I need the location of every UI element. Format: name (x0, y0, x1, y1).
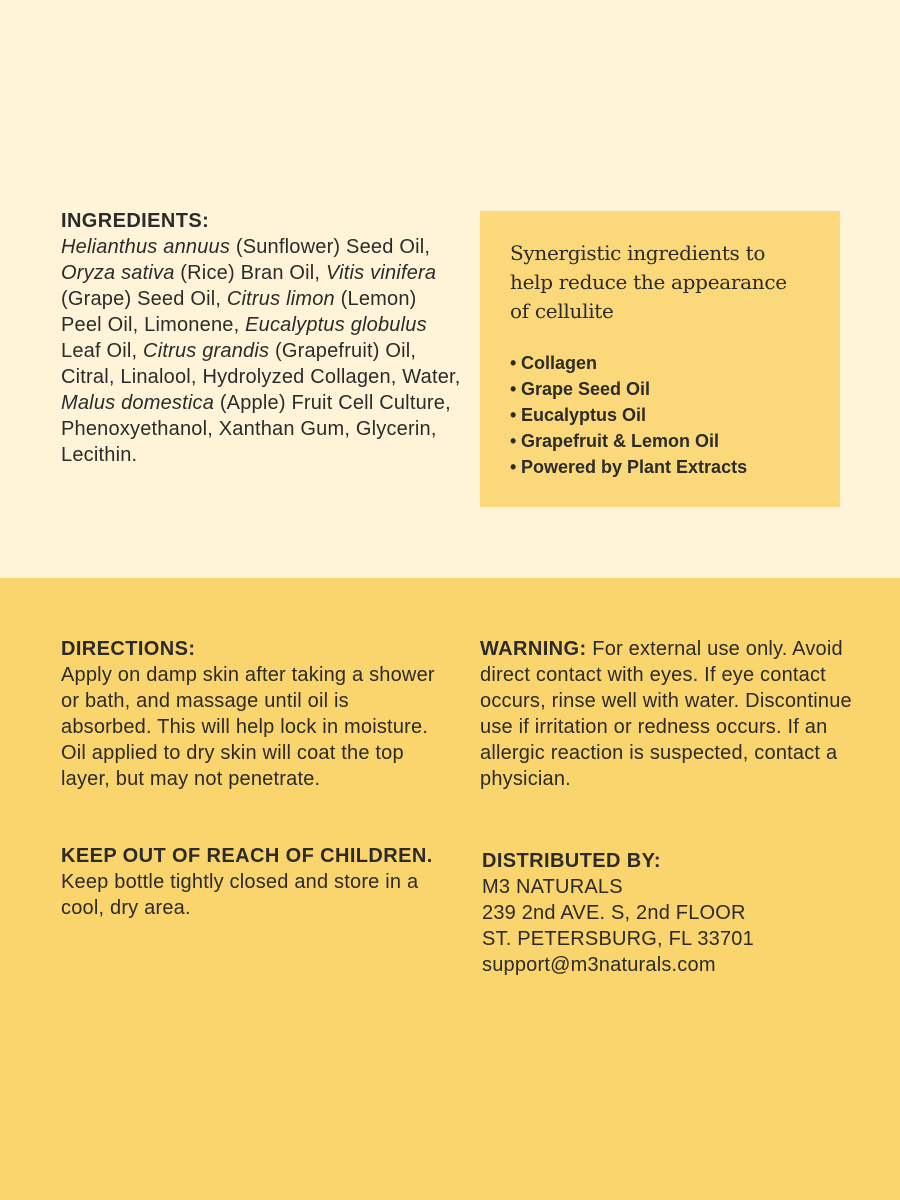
keep-out-block (61, 843, 451, 921)
warning-block (480, 636, 860, 792)
address-line-1: 239 2nd AVE. S, 2nd FLOOR (482, 902, 746, 924)
support-email: support@m3naturals.com (482, 954, 716, 976)
benefits-callout (480, 211, 840, 507)
distributed-block (482, 848, 862, 978)
bullet-icon: • (510, 405, 517, 425)
bullet-icon: • (510, 353, 517, 373)
ingredient-text: (Sunflower) Seed Oil, (230, 236, 431, 258)
ingredient-text: (Rice) Bran Oil, (174, 262, 326, 284)
directions-block (61, 636, 441, 792)
benefits-list (510, 350, 747, 480)
bullet-icon: • (510, 431, 517, 451)
ingredients-heading: INGREDIENTS: (61, 210, 210, 232)
benefit-item: • Powered by Plant Extracts (510, 454, 747, 480)
company-name: M3 NATURALS (482, 876, 623, 898)
directions-text: Apply on damp skin after taking a shower or bath, and massage until oil is absorbed. This will help lock in moisture. Oil applied to dry skin will coat the top layer, but may not penetrate. (61, 664, 435, 790)
ingredients-block (61, 208, 461, 468)
ingredient-latin-name: Citrus grandis (143, 340, 270, 362)
callout-title: Synergistic ingredients to help reduce the appearance of cellulite (510, 241, 787, 323)
distributed-heading: DISTRIBUTED BY: (482, 850, 661, 872)
benefit-item: • Grapefruit & Lemon Oil (510, 428, 747, 454)
keep-out-heading: KEEP OUT OF REACH OF CHILDREN. (61, 845, 433, 867)
directions-heading: DIRECTIONS: (61, 638, 196, 660)
warning-heading: WARNING: (480, 638, 587, 660)
top-panel (0, 0, 900, 578)
ingredient-latin-name: Helianthus annuus (61, 236, 231, 258)
address-line-2: ST. PETERSBURG, FL 33701 (482, 928, 754, 950)
ingredients-list (61, 234, 461, 468)
bullet-icon: • (510, 379, 517, 399)
ingredient-latin-name: Eucalyptus globulus (245, 314, 427, 336)
benefit-item: • Collagen (510, 350, 747, 376)
warning-text: For external use only. Avoid direct contact with eyes. If eye contact occurs, rinse well with water. Discontinue use if irritation or redness occurs. If an allergic reaction is suspected, contact a physician. (480, 638, 852, 790)
keep-out-text: Keep bottle tightly closed and store in a cool, dry area. (61, 871, 419, 919)
ingredient-latin-name: Vitis vinifera (325, 262, 437, 284)
ingredient-latin-name: Citrus limon (226, 288, 335, 310)
ingredient-text: (Lemon) Peel Oil, Limonene, (61, 288, 417, 336)
ingredient-latin-name: Oryza sativa (61, 262, 175, 284)
ingredient-text: (Grapefruit) Oil, Citral, Linalool, Hydrolyzed Collagen, Water, (61, 340, 461, 388)
ingredient-latin-name: Malus domestica (61, 392, 215, 414)
ingredient-text: Leaf Oil, (61, 340, 144, 362)
benefit-item: • Grape Seed Oil (510, 376, 747, 402)
bullet-icon: • (510, 457, 517, 477)
benefit-item: • Eucalyptus Oil (510, 402, 747, 428)
ingredient-text: (Grape) Seed Oil, (61, 288, 227, 310)
ingredient-text: (Apple) Fruit Cell Culture, Phenoxyethanol, Xanthan Gum, Glycerin, Lecithin. (61, 392, 451, 466)
